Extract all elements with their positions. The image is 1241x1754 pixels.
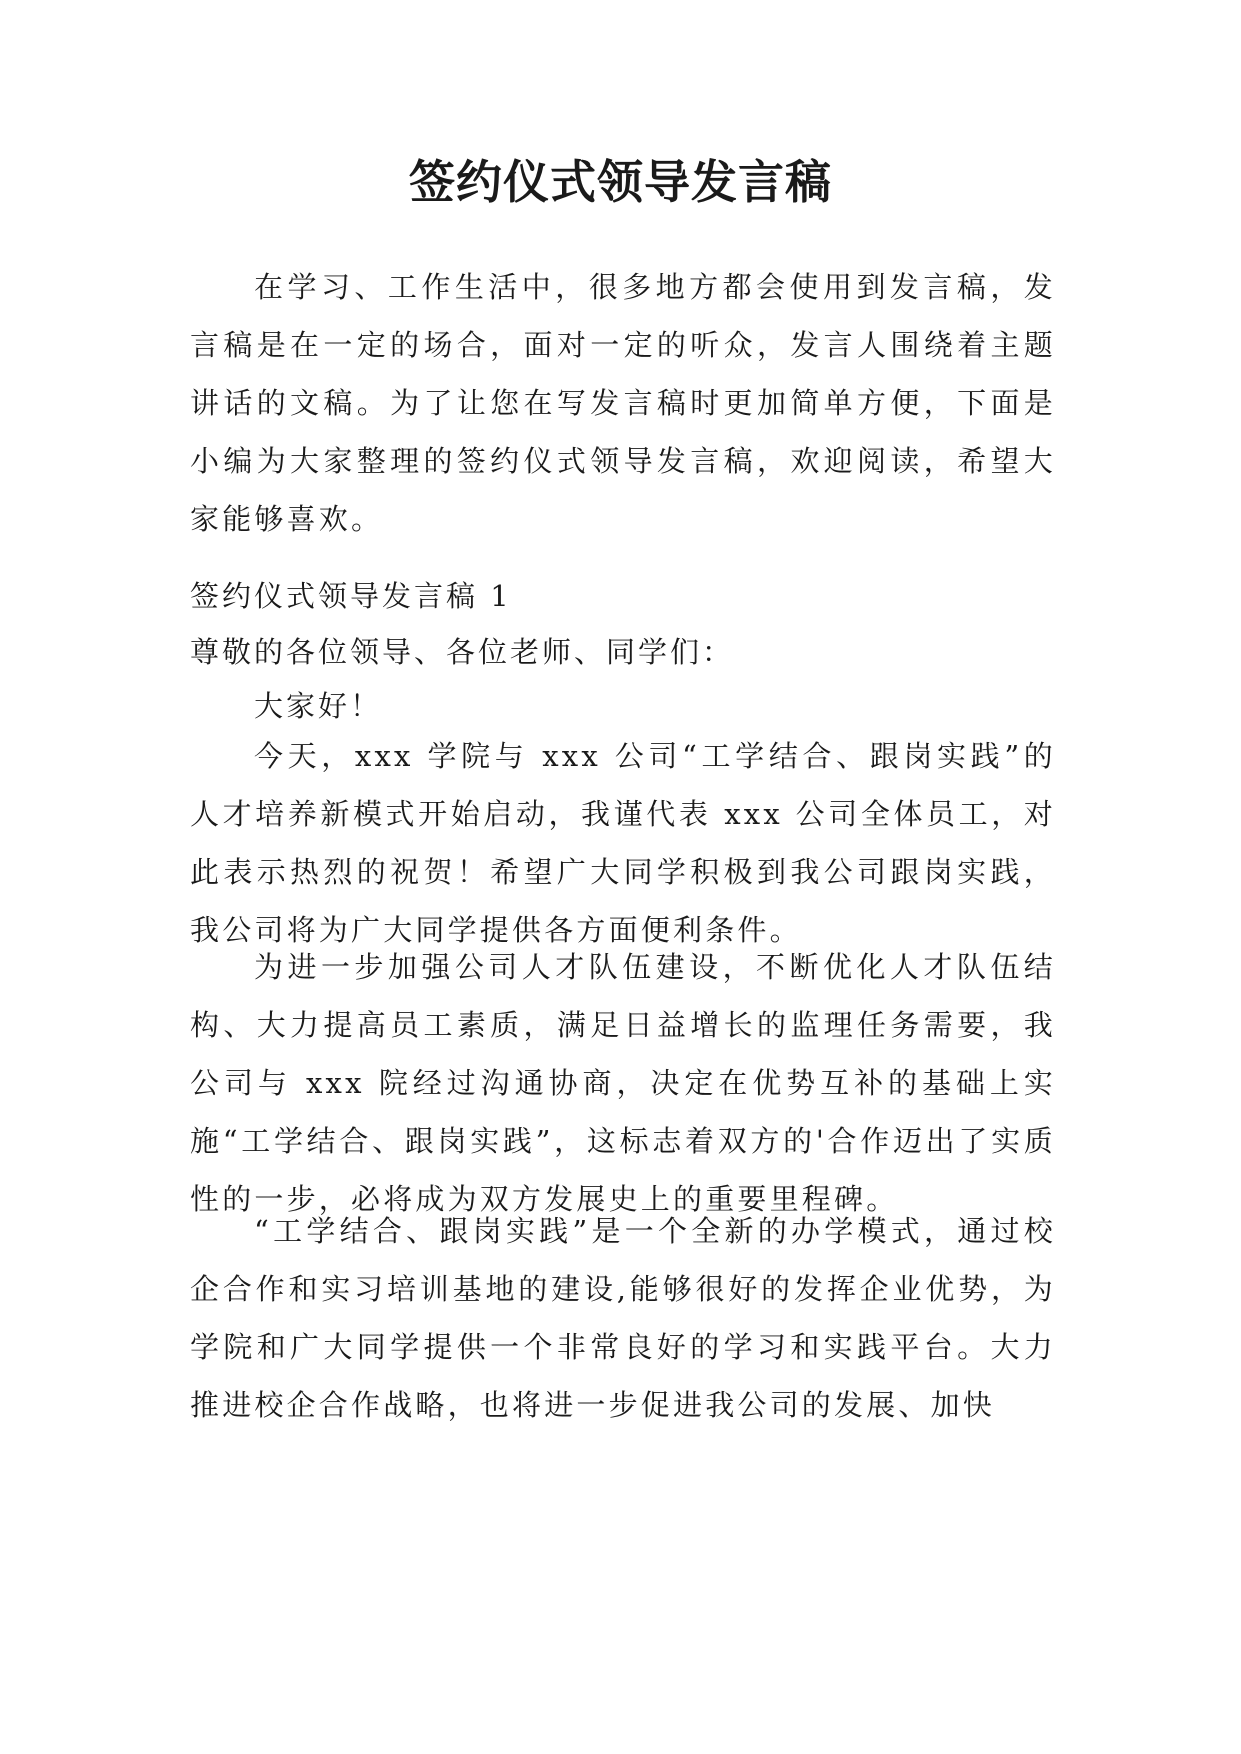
body-paragraph-3: “工学结合、跟岗实践”是一个全新的办学模式，通过校企合作和实习培训基地的建设,能够很好的发挥企业优势，为学院和广大同学提供一个非常良好的学习和实践平台。大力推进校企合作战略，也将进一步促进我公司的发展、加快 xyxy=(190,1214,1056,1422)
body-paragraph-1: 今天，xxx 学院与 xxx 公司“工学结合、跟岗实践”的人才培养新模式开始启动，我谨代表 xxx 公司全体员工，对此表示热烈的祝贺！希望广大同学积极到我公司跟岗实践，我公司将为广大同学提供各方面便利条件。 xyxy=(190,739,1056,947)
document-title: 签约仪式领导发言稿 xyxy=(409,155,832,209)
body-paragraph-2: 为进一步加强公司人才队伍建设，不断优化人才队伍结构、大力提高员工素质，满足日益增长的监理任务需要，我公司与 xxx 院经过沟通协商，决定在优势互补的基础上实施“工学结合、跟岗实践”，这标志着双方的'合作迈出了实质性的一步，必将成为双方发展史上的重要里程碑。 xyxy=(190,950,1056,1216)
section-heading: 签约仪式领导发言稿 1 xyxy=(190,579,512,613)
salutation: 尊敬的各位领导、各位老师、同学们： xyxy=(190,635,735,669)
greeting: 大家好！ xyxy=(254,689,383,723)
intro-paragraph: 在学习、工作生活中，很多地方都会使用到发言稿，发言稿是在一定的场合，面对一定的听众，发言人围绕着主题讲话的文稿。为了让您在写发言稿时更加简单方便，下面是小编为大家整理的签约仪式领导发言稿，欢迎阅读，希望大家能够喜欢。 xyxy=(190,270,1056,536)
